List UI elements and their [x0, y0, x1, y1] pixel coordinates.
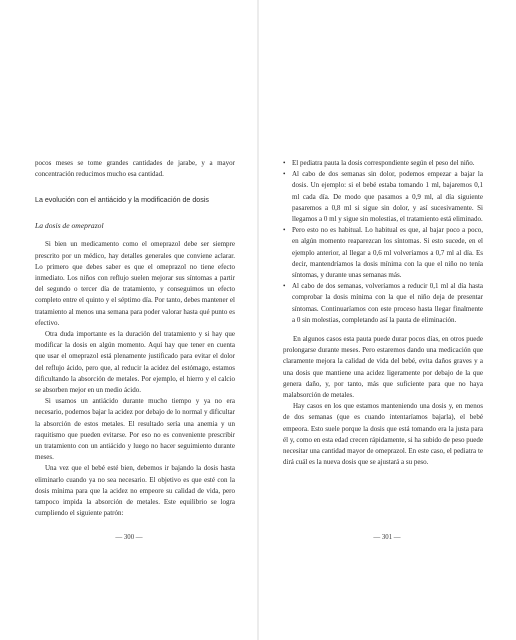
- right-page: [258, 0, 516, 640]
- bullet-icon: •: [283, 282, 286, 291]
- left-page-text-column: [35, 158, 235, 519]
- page-number: — 300 —: [115, 534, 143, 541]
- list-item-text: El pediatra pauta la dosis correspondiente según el peso del niño.: [292, 159, 475, 167]
- list-item: [283, 158, 483, 169]
- list-item-text: Al cabo de dos semanas, volveríamos a reducir 0,1 ml al día hasta comprobar la dosis mínima con la que el niño deja de presentar síntomas. Continuaríamos con este proceso hasta llegar finalmente a 0 sin molestias, completando así la pauta de eliminación.: [292, 282, 483, 324]
- body-paragraph: Si bien un medicamento como el omeprazol debe ser siempre prescrito por un médico, hay detalles generales que conviene aclarar. Lo primero que debes saber es que el omeprazol no tiene efecto inmediato. Los niños con reflujo suelen mejorar sus síntomas a partir del segundo o tercer día de tratamiento, y conseguimos un efecto completo entre el quinto y el séptimo día. Por tanto, debes mantener el tratamiento al menos una semana para poder valorar hasta qué punto es efectivo.: [35, 240, 235, 327]
- opening-paragraph: pocos meses se tome grandes cantidades de jarabe, y a mayor concentración reducimos mucho esa cantidad.: [35, 159, 235, 179]
- list-item: [283, 281, 483, 326]
- section-heading: La evolución con el antiácido y la modificación de dosis: [35, 196, 209, 205]
- list-item: [283, 169, 483, 225]
- right-page-text-column: [283, 158, 483, 468]
- body-paragraph: Hay casos en los que estamos manteniendo una dosis y, en menos de dos semanas (que es cuando intentaríamos bajarla), el bebé empeora. Esto suele porque la dosis que está tomando era la justa para él y, como en esta edad crecen rápidamente, si ha subido de peso puede necesitar una cantidad mayor de omeprazol. En este caso, el pediatra te dirá cuál es la nueva dosis que se ajustará a su peso.: [283, 402, 483, 467]
- bullet-icon: •: [283, 226, 286, 235]
- list-item-text: Pero esto no es habitual. Lo habitual es que, al bajar poco a poco, en algún momento reaparezcan los síntomas. Si esto sucede, en el ejemplo anterior, al llegar a 0,6 ml volveríamos a 0,7 ml al día. Es decir, mantendríamos la dosis mínima con la que el niño no tenía síntomas, y durante unas semanas más.: [292, 226, 483, 280]
- list-item-text: Al cabo de dos semanas sin dolor, podemos empezar a bajar la dosis. Un ejemplo: si el bebé estaba tomando 1 ml, bajaremos 0,1 ml cada día. De modo que pasamos a 0,9 ml, al día siguiente pasaremos a 0,8 ml si sigue sin dolor, y así sucesivamente. Si llegamos a 0 ml y sigue sin molestias, el tratamiento está eliminado.: [292, 170, 483, 224]
- body-paragraph: Si usamos un antiácido durante mucho tiempo y ya no era necesario, podemos bajar la acidez por debajo de lo normal y dificultar la absorción de estos metales. El resultado sería una anemia y un raquitismo que pueden evitarse. Por eso no es conveniente prescribir un tratamiento con un antiácido y luego no hacer seguimiento durante meses.: [35, 397, 235, 462]
- body-paragraph: Una vez que el bebé esté bien, debemos ir bajando la dosis hasta eliminarlo cuando ya no sea necesario. El objetivo es que esté con la dosis mínima para que la acidez no empeore su calidad de vida, pero tampoco impida la absorción de metales. Este equilibrio se logra cumpliendo el siguiente patrón:: [35, 464, 235, 518]
- bullet-icon: •: [283, 170, 286, 179]
- page-number: — 301 —: [373, 534, 401, 541]
- subsection-heading: La dosis de omeprazol: [35, 221, 104, 231]
- body-paragraph: En algunos casos esta pauta puede durar pocos días, en otros puede prolongarse durante meses. Pero estaremos dando una medicación que claramente mejora la calidad de vida del bebé, evita daños graves y a una dosis que mantiene una acidez ligeramente por debajo de la que genera daño, y, por tanto, más que suficiente para que no haya malabsorción de metales.: [283, 335, 483, 400]
- body-paragraph: Otra duda importante es la duración del tratamiento y si hay que modificar la dosis en algún momento. Aquí hay que tener en cuenta que usar el omeprazol está plenamente justificado para evitar el dolor del reflujo ácido, pero que, al reducir la acidez del estómago, estamos dificultando la absorción de metales. Por ejemplo, el hierro y el calcio se absorben mejor en un medio ácido.: [35, 330, 235, 395]
- dosage-steps-list: [283, 158, 483, 326]
- bullet-icon: •: [283, 159, 286, 167]
- list-item: [283, 225, 483, 281]
